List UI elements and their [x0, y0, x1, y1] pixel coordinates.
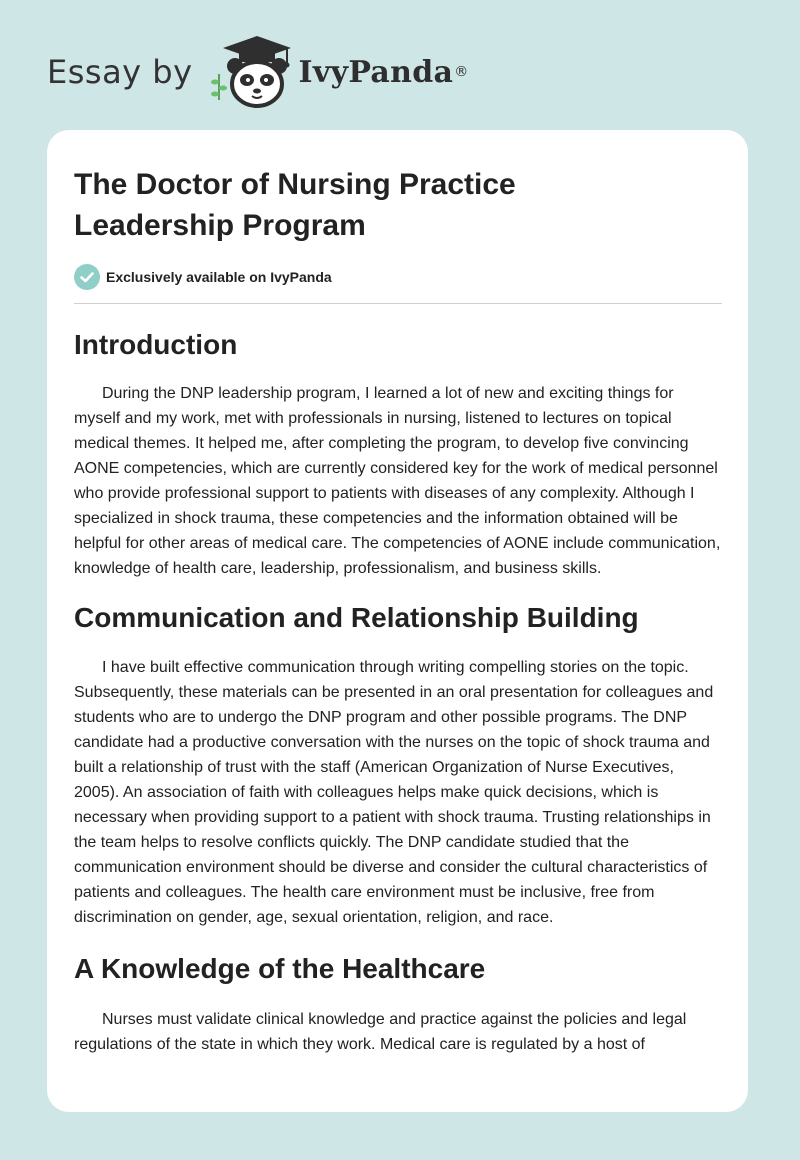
section-heading-knowledge: A Knowledge of the Healthcare [74, 953, 486, 984]
section-heading-introduction: Introduction [74, 329, 238, 360]
section-paragraph-knowledge: Nurses must validate clinical knowledge and practice against the policies and legal regulations of the state in which they work. Medical care is regulated by a host of [74, 1011, 687, 1053]
section-heading-communication: Communication and Relationship Building [74, 602, 639, 633]
essay-card [47, 130, 748, 1112]
brand-name[interactable]: IvyPanda [298, 54, 454, 90]
page-title: The Doctor of Nursing Practice Leadership Program [74, 168, 516, 242]
check-circle-icon [74, 264, 100, 290]
essay-by-label: Essay by [47, 53, 193, 91]
section-paragraph-introduction: During the DNP leadership program, I learned a lot of new and exciting things for myself and my work, met with professionals in nursing, listened to lectures on topical medical themes. It helped me, after completing the program, to develop five convincing AONE competencies, which are currently considered key for the work of medical personnel who provide professional support to patients with diseases of any complexity. Although I specialized in shock trauma, these competencies and the information obtained will be helpful for other areas of medical care. The competencies of AONE include communication, knowledge of health care, leadership, professionalism, and business skills. [74, 385, 721, 577]
registered-mark: ® [454, 64, 469, 80]
divider [74, 303, 722, 304]
section-paragraph-communication: I have built effective communication through writing compelling stories on the topic. Subsequently, these materials can be presented in an oral presentation for colleagues and students who are to undergo the DNP program and other possible programs. The DNP candidate had a productive conversation with the nurses on the topic of shock trauma and built a relationship of trust with the staff (American Organization of Nurse Executives, 2005). An association of faith with colleagues helps make quick decisions, which is necessary when providing support to a patient with shock trauma. Trusting relationships in the team helps to resolve conflicts quickly. The DNP candidate studied that the communication environment should be diverse and consider the cultural characteristics of patients and colleagues. The health care environment must be inclusive, free from discrimination on gender, age, sexual orientation, religion, and race. [74, 659, 714, 926]
panda-logo-icon[interactable] [209, 34, 295, 110]
exclusive-badge [74, 264, 721, 290]
site-header [47, 34, 468, 110]
exclusive-label: Exclusively available on IvyPanda [106, 269, 332, 285]
